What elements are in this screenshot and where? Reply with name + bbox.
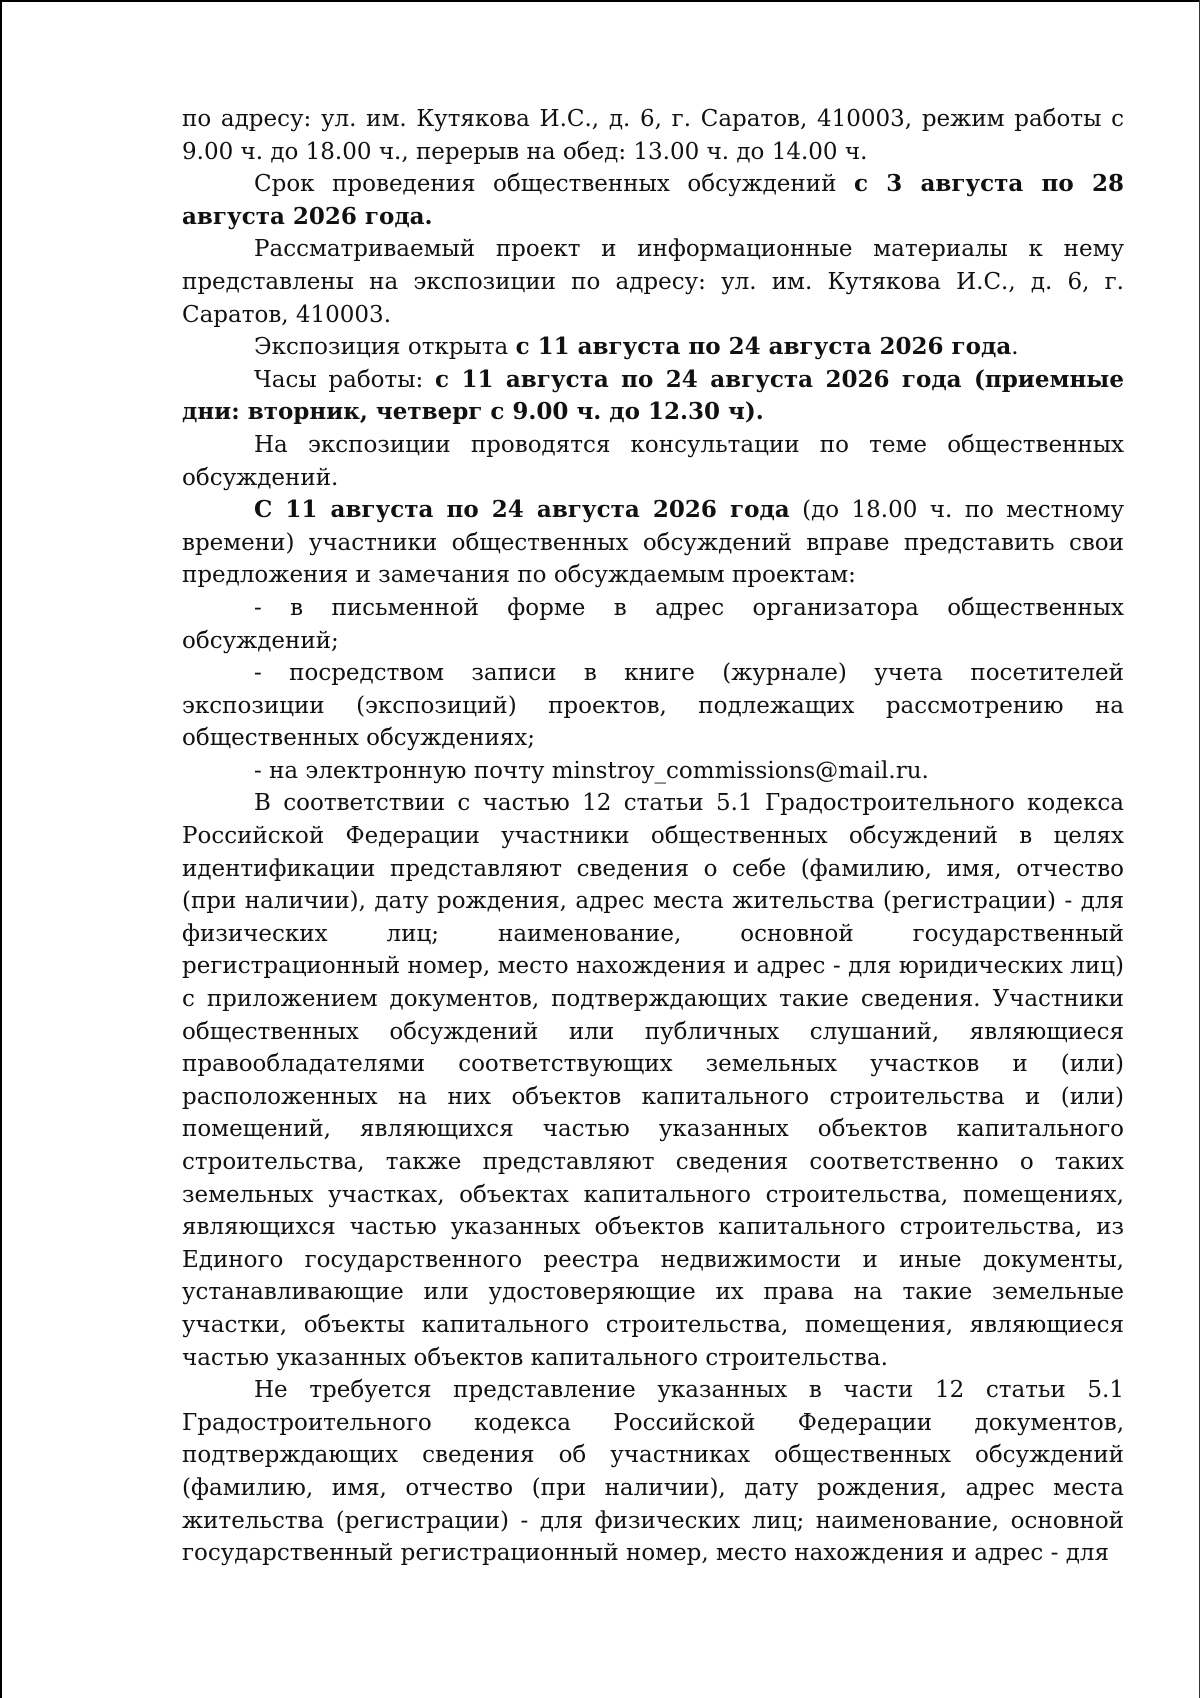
exposition-open-label: Экспозиция открыта	[254, 334, 516, 361]
paragraph-submission-period	[182, 494, 1124, 592]
exposition-open-tail: .	[1011, 334, 1019, 361]
email-address: minstroy_commissions@mail.ru	[551, 757, 922, 784]
scan-border-top	[0, 0, 1200, 2]
paragraph-not-required: Не требуется представление указанных в части 12 статьи 5.1 Градостроительного кодекса Российской Федерации документов, подтверждающих сведения об участниках общественных обсуждений (фамилию, имя, отчество (при наличии), дату рождения, адрес места жительства (регистрации) - для физических лиц; наименование, основной государственный регистрационный номер, место нахождения и адрес - для	[182, 1377, 1124, 1567]
paragraph-consultations: На экспозиции проводятся консультации по теме общественных обсуждений.	[182, 431, 1124, 491]
submission-period-dates: С 11 августа по 24 августа 2026 года	[254, 496, 790, 524]
discussion-period-dates: с 3 августа по 28 августа 2026 года.	[182, 170, 1124, 230]
submission-period-text: (до 18.00 ч. по местному времени) участники общественных обсуждений вправе представить свои предложения и замечания по обсуждаемым проектам:	[182, 497, 1124, 589]
email-tail: .	[921, 757, 929, 784]
list-item-email	[182, 755, 1124, 788]
working-hours-label: Часы работы:	[254, 366, 436, 393]
paragraph-project-materials: Рассматриваемый проект и информационные материалы к нему представлены на экспозиции по адресу: ул. им. Кутякова И.С., д. 6, г. Саратов, 410003.	[182, 236, 1124, 328]
paragraph-discussion-period	[182, 168, 1124, 233]
paragraph-address-hours: по адресу: ул. им. Кутякова И.С., д. 6, г. Саратов, 410003, режим работы с 9.00 ч. до 18.00 ч., перерыв на обед: 13.00 ч. до 14.00 ч.	[182, 106, 1124, 165]
exposition-open-dates: с 11 августа по 24 августа 2026 года	[515, 333, 1012, 361]
discussion-period-label: Срок проведения общественных обсуждений	[254, 171, 854, 198]
paragraph-exposition-open	[182, 331, 1124, 364]
email-label: - на электронную почту	[254, 757, 552, 784]
working-hours-dates: с 11 августа по 24 августа 2026 года (приемные дни: вторник, четверг с 9.00 ч. до 12.30 ч).	[182, 365, 1124, 426]
paragraph-identification: В соответствии с частью 12 статьи 5.1 Градостроительного кодекса Российской Федерации участники общественных обсуждений в целях идентификации представляют сведения о себе (фамилию, имя, отчество (при наличии), дату рождения, адрес места жительства (регистрации) - для физических лиц; наименование, основной государственный регистрационный номер, место нахождения и адрес - для юридических лиц) с приложением документов, подтверждающих такие сведения. Участники общественных обсуждений или публичных слушаний, являющиеся правообладателями соответствующих земельных участков и (или) расположенных на них объектов капитального строительства и (или) помещений, являющихся частью указанных объектов капитального строительства, также представляют сведения соответственно о таких земельных участках, объектах капитального строительства, помещениях, являющихся частью указанных объектов капитального строительства, из Единого государственного реестра недвижимости и иные документы, устанавливающие или удостоверяющие их права на такие земельные участки, объекты капитального строительства, помещения, являющиеся частью указанных объектов капитального строительства.	[182, 790, 1124, 1371]
list-item-written-form: - в письменной форме в адрес организатора общественных обсуждений;	[182, 594, 1124, 654]
document-page	[182, 103, 1124, 1570]
scan-border-left	[0, 0, 2, 1698]
paragraph-working-hours	[182, 364, 1124, 429]
list-item-visitor-book: - посредством записи в книге (журнале) учета посетителей экспозиции (экспозиций) проектов, подлежащих рассмотрению на общественных обсуждениях;	[182, 660, 1124, 752]
